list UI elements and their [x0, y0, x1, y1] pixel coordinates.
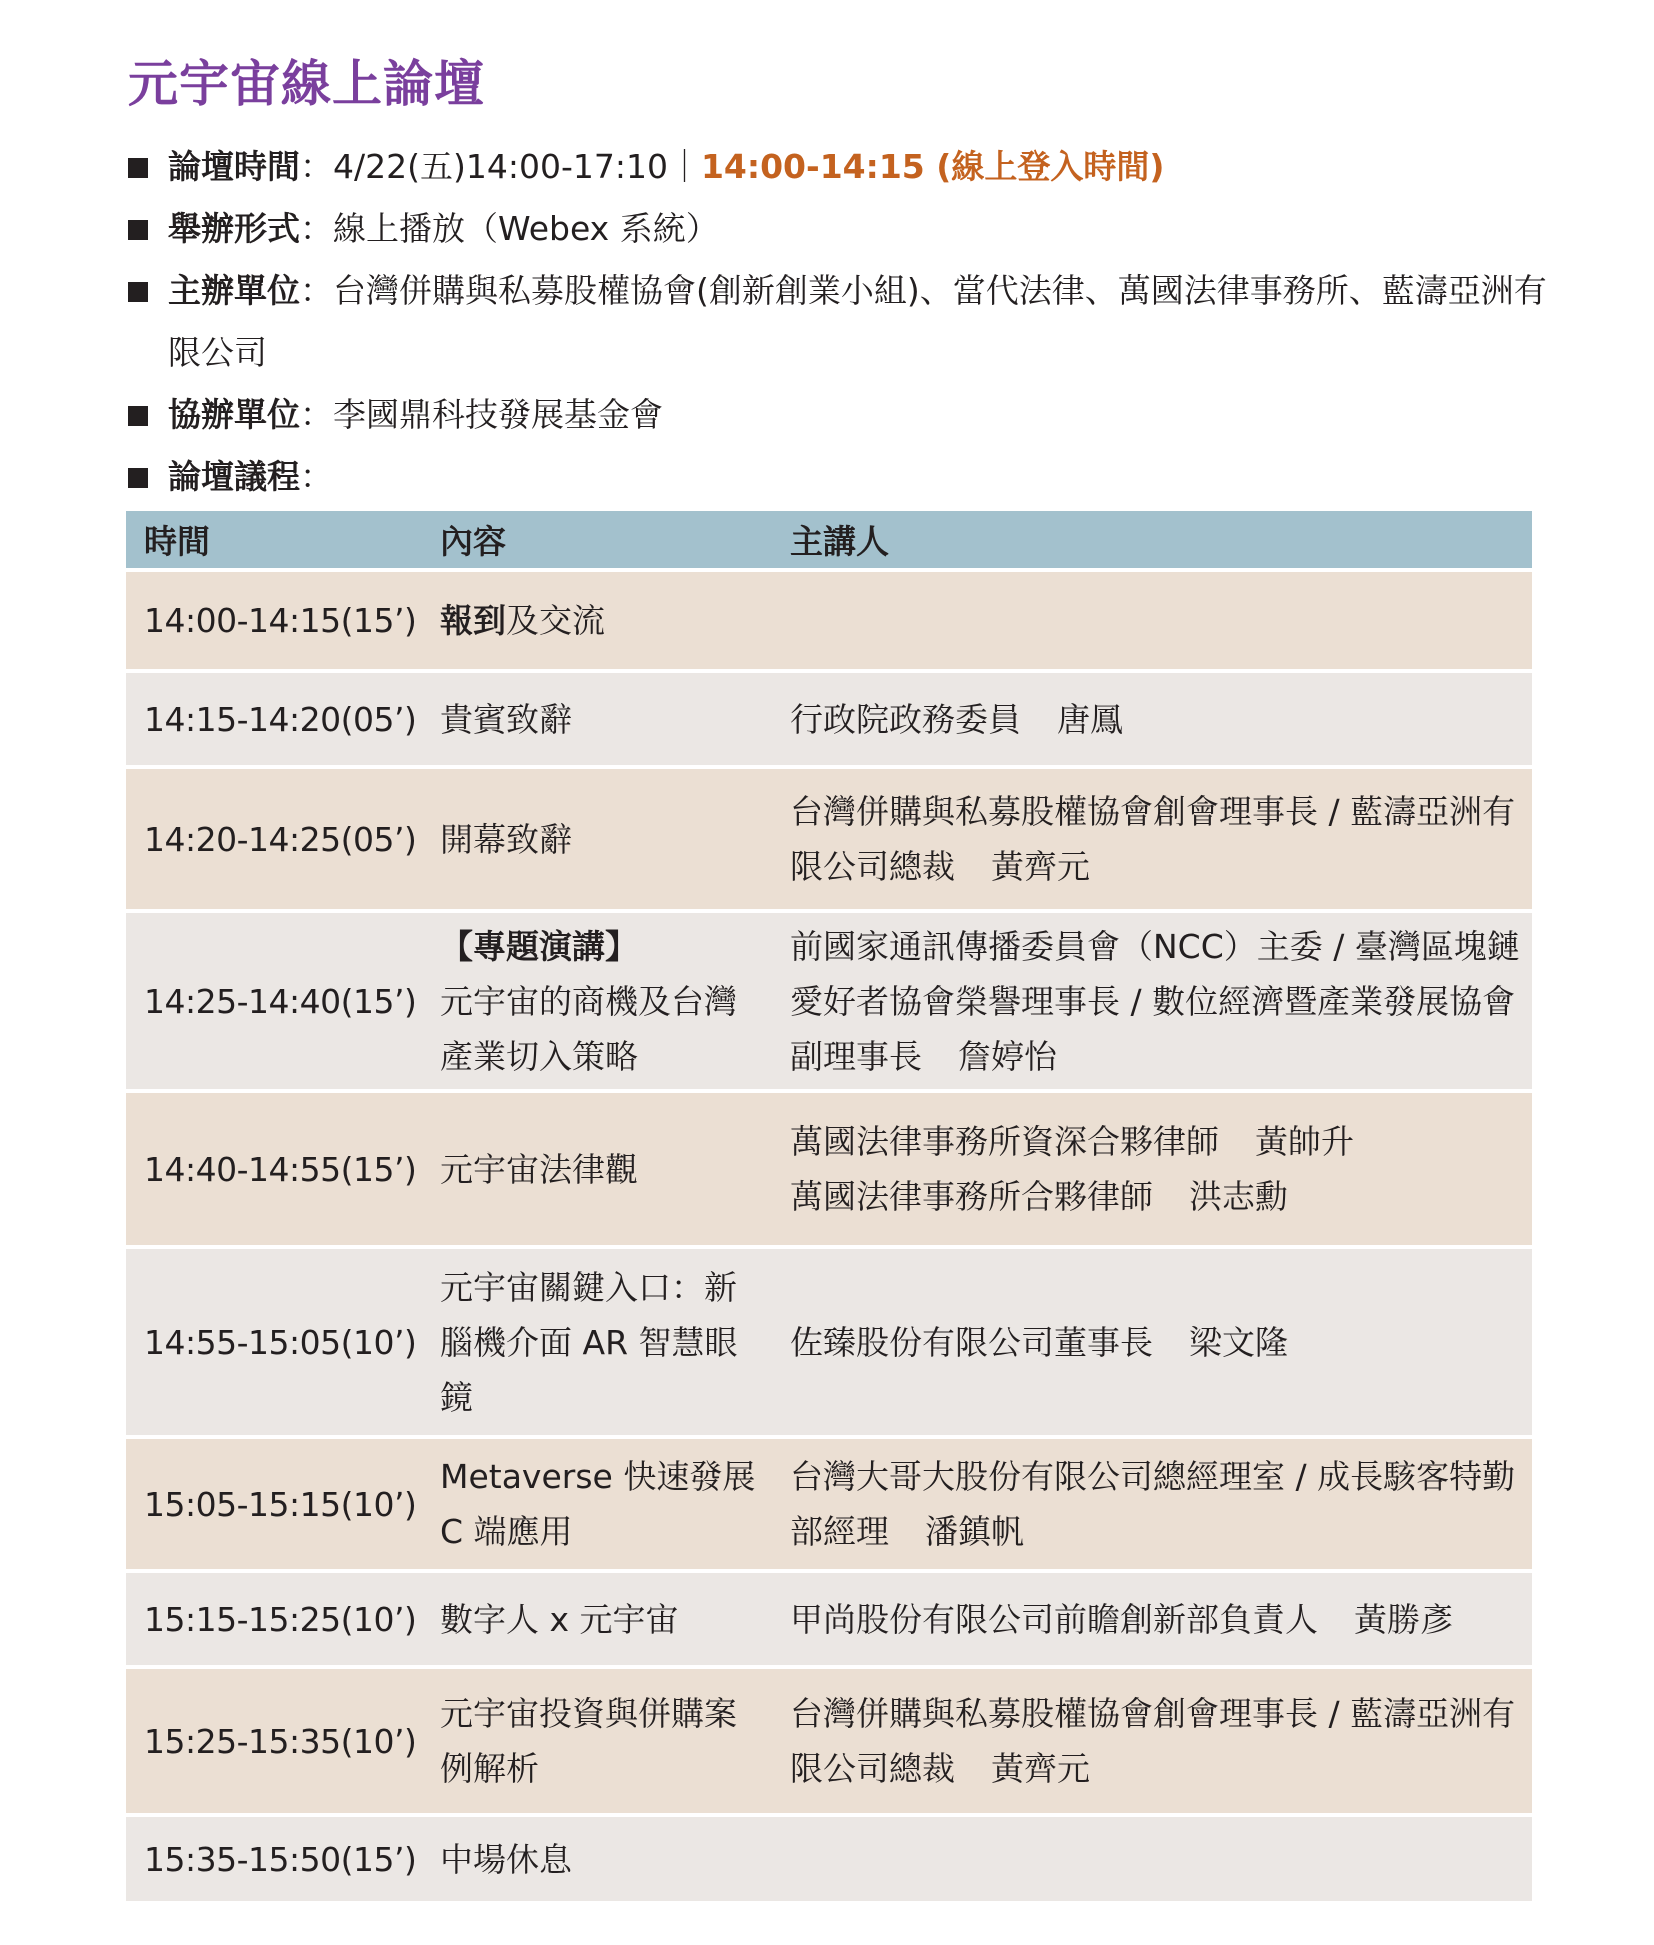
row-time: 14:55-15:05(10’)	[126, 1249, 422, 1435]
row-content	[422, 572, 772, 669]
table-row	[126, 913, 1532, 1089]
speaker2-title: 萬國法律事務所合夥律師	[790, 1177, 1153, 1216]
row-speaker	[772, 1573, 1532, 1665]
speaker-name: 潘鎮帆	[925, 1512, 1024, 1551]
table-row	[126, 1093, 1532, 1245]
organizer-label: 主辦單位	[168, 271, 300, 310]
agenda-label: 論壇議程	[168, 457, 300, 496]
row-content: 開幕致辭	[422, 769, 772, 909]
table-row	[126, 572, 1532, 669]
time-label: 論壇時間	[168, 147, 300, 186]
page-title: 元宇宙線上論壇	[128, 55, 485, 113]
row-time: 14:40-14:55(15’)	[126, 1093, 422, 1245]
row-time: 15:35-15:50(15’)	[126, 1817, 422, 1901]
table-row	[126, 769, 1532, 909]
row-speaker	[772, 673, 1532, 765]
row-content: 數字人 x 元宇宙	[422, 1573, 772, 1665]
content-bold: 報到	[440, 601, 506, 640]
table-header-row	[126, 511, 1532, 568]
table-row	[126, 673, 1532, 765]
row-time: 14:15-14:20(05’)	[126, 673, 422, 765]
row-content: 貴賓致辭	[422, 673, 772, 765]
agenda-table	[126, 511, 1532, 1901]
format-value: ：線上播放（Webex 系統）	[300, 209, 719, 248]
table-row	[126, 1573, 1532, 1665]
row-time: 15:15-15:25(10’)	[126, 1573, 422, 1665]
square-bullet-icon	[128, 158, 148, 178]
speaker-name: 黃勝彥	[1354, 1599, 1453, 1639]
speaker-name: 黃帥升	[1255, 1122, 1354, 1161]
square-bullet-icon	[128, 468, 148, 488]
header-speaker: 主講人	[772, 511, 1532, 568]
info-item-agenda	[128, 446, 1548, 508]
row-speaker	[772, 1439, 1532, 1569]
row-content: 元宇宙關鍵入口：新腦機介面 AR 智慧眼鏡	[422, 1249, 772, 1435]
square-bullet-icon	[128, 220, 148, 240]
speaker-title: 佐臻股份有限公司董事長	[790, 1322, 1153, 1362]
content-heading: 【專題演講】	[440, 926, 638, 966]
header-time: 時間	[126, 511, 422, 568]
content-rest: 及交流	[506, 601, 605, 640]
row-speaker	[772, 1093, 1532, 1245]
speaker2-name: 洪志勳	[1189, 1177, 1288, 1216]
speaker-name: 黃齊元	[991, 847, 1090, 886]
row-time: 15:25-15:35(10’)	[126, 1669, 422, 1813]
speaker-name: 梁文隆	[1189, 1322, 1288, 1362]
speaker-title: 萬國法律事務所資深合夥律師	[790, 1122, 1219, 1161]
speaker-title: 台灣併購與私募股權協會創會理事長 / 藍濤亞洲有限公司總裁	[790, 792, 1516, 886]
table-row	[126, 1669, 1532, 1813]
info-item-organizer	[128, 260, 1548, 384]
row-content	[422, 913, 772, 1089]
row-time: 14:25-14:40(15’)	[126, 913, 422, 1089]
row-speaker	[772, 1669, 1532, 1813]
co-organizer-label: 協辦單位	[168, 395, 300, 434]
info-item-co-organizer	[128, 384, 1548, 446]
format-label: 舉辦形式	[168, 209, 300, 248]
event-info	[128, 136, 1548, 508]
speaker-title: 甲尚股份有限公司前瞻創新部負責人	[790, 1599, 1318, 1639]
row-speaker	[772, 769, 1532, 909]
agenda-suffix: ：	[300, 457, 333, 496]
row-time: 14:00-14:15(15’)	[126, 572, 422, 669]
organizer-value: ：台灣併購與私募股權協會(創新創業小組)、當代法律、萬國法律事務所、藍濤亞洲有限公司	[168, 271, 1547, 372]
speaker-title: 行政院政務委員	[790, 699, 1021, 739]
co-organizer-value: ：李國鼎科技發展基金會	[300, 395, 663, 434]
speaker-title: 台灣併購與私募股權協會創會理事長 / 藍濤亞洲有限公司總裁	[790, 1694, 1516, 1788]
speaker-title: 台灣大哥大股份有限公司總經理室 / 成長駭客特勤部經理	[790, 1457, 1516, 1551]
table-row	[126, 1817, 1532, 1901]
row-time: 14:20-14:25(05’)	[126, 769, 422, 909]
table-row	[126, 1439, 1532, 1569]
speaker-name: 唐鳳	[1057, 699, 1123, 739]
row-speaker	[772, 572, 1532, 669]
row-content: 元宇宙投資與併購案例解析	[422, 1669, 772, 1813]
row-time: 15:05-15:15(10’)	[126, 1439, 422, 1569]
row-speaker	[772, 1817, 1532, 1901]
table-row	[126, 1249, 1532, 1435]
square-bullet-icon	[128, 406, 148, 426]
square-bullet-icon	[128, 282, 148, 302]
row-content: 中場休息	[422, 1817, 772, 1901]
speaker-name: 詹婷怡	[958, 1036, 1057, 1076]
time-value: ：4/22(五)14:00-17:10｜	[300, 147, 701, 186]
row-speaker	[772, 1249, 1532, 1435]
speaker-name: 黃齊元	[991, 1749, 1090, 1788]
header-content: 內容	[422, 511, 772, 568]
info-item-time	[128, 136, 1548, 198]
login-time-highlight: 14:00-14:15 (線上登入時間)	[700, 147, 1165, 186]
row-content: 元宇宙法律觀	[422, 1093, 772, 1245]
speaker-title: 前國家通訊傳播委員會（NCC）主委 / 臺灣區塊鏈愛好者協會榮譽理事長 / 數位經濟暨產業發展協會副理事長	[790, 926, 1520, 1076]
row-speaker	[772, 913, 1532, 1089]
content-text: 元宇宙的商機及台灣產業切入策略	[440, 981, 737, 1076]
info-item-format	[128, 198, 1548, 260]
row-content: Metaverse 快速發展 C 端應用	[422, 1439, 772, 1569]
